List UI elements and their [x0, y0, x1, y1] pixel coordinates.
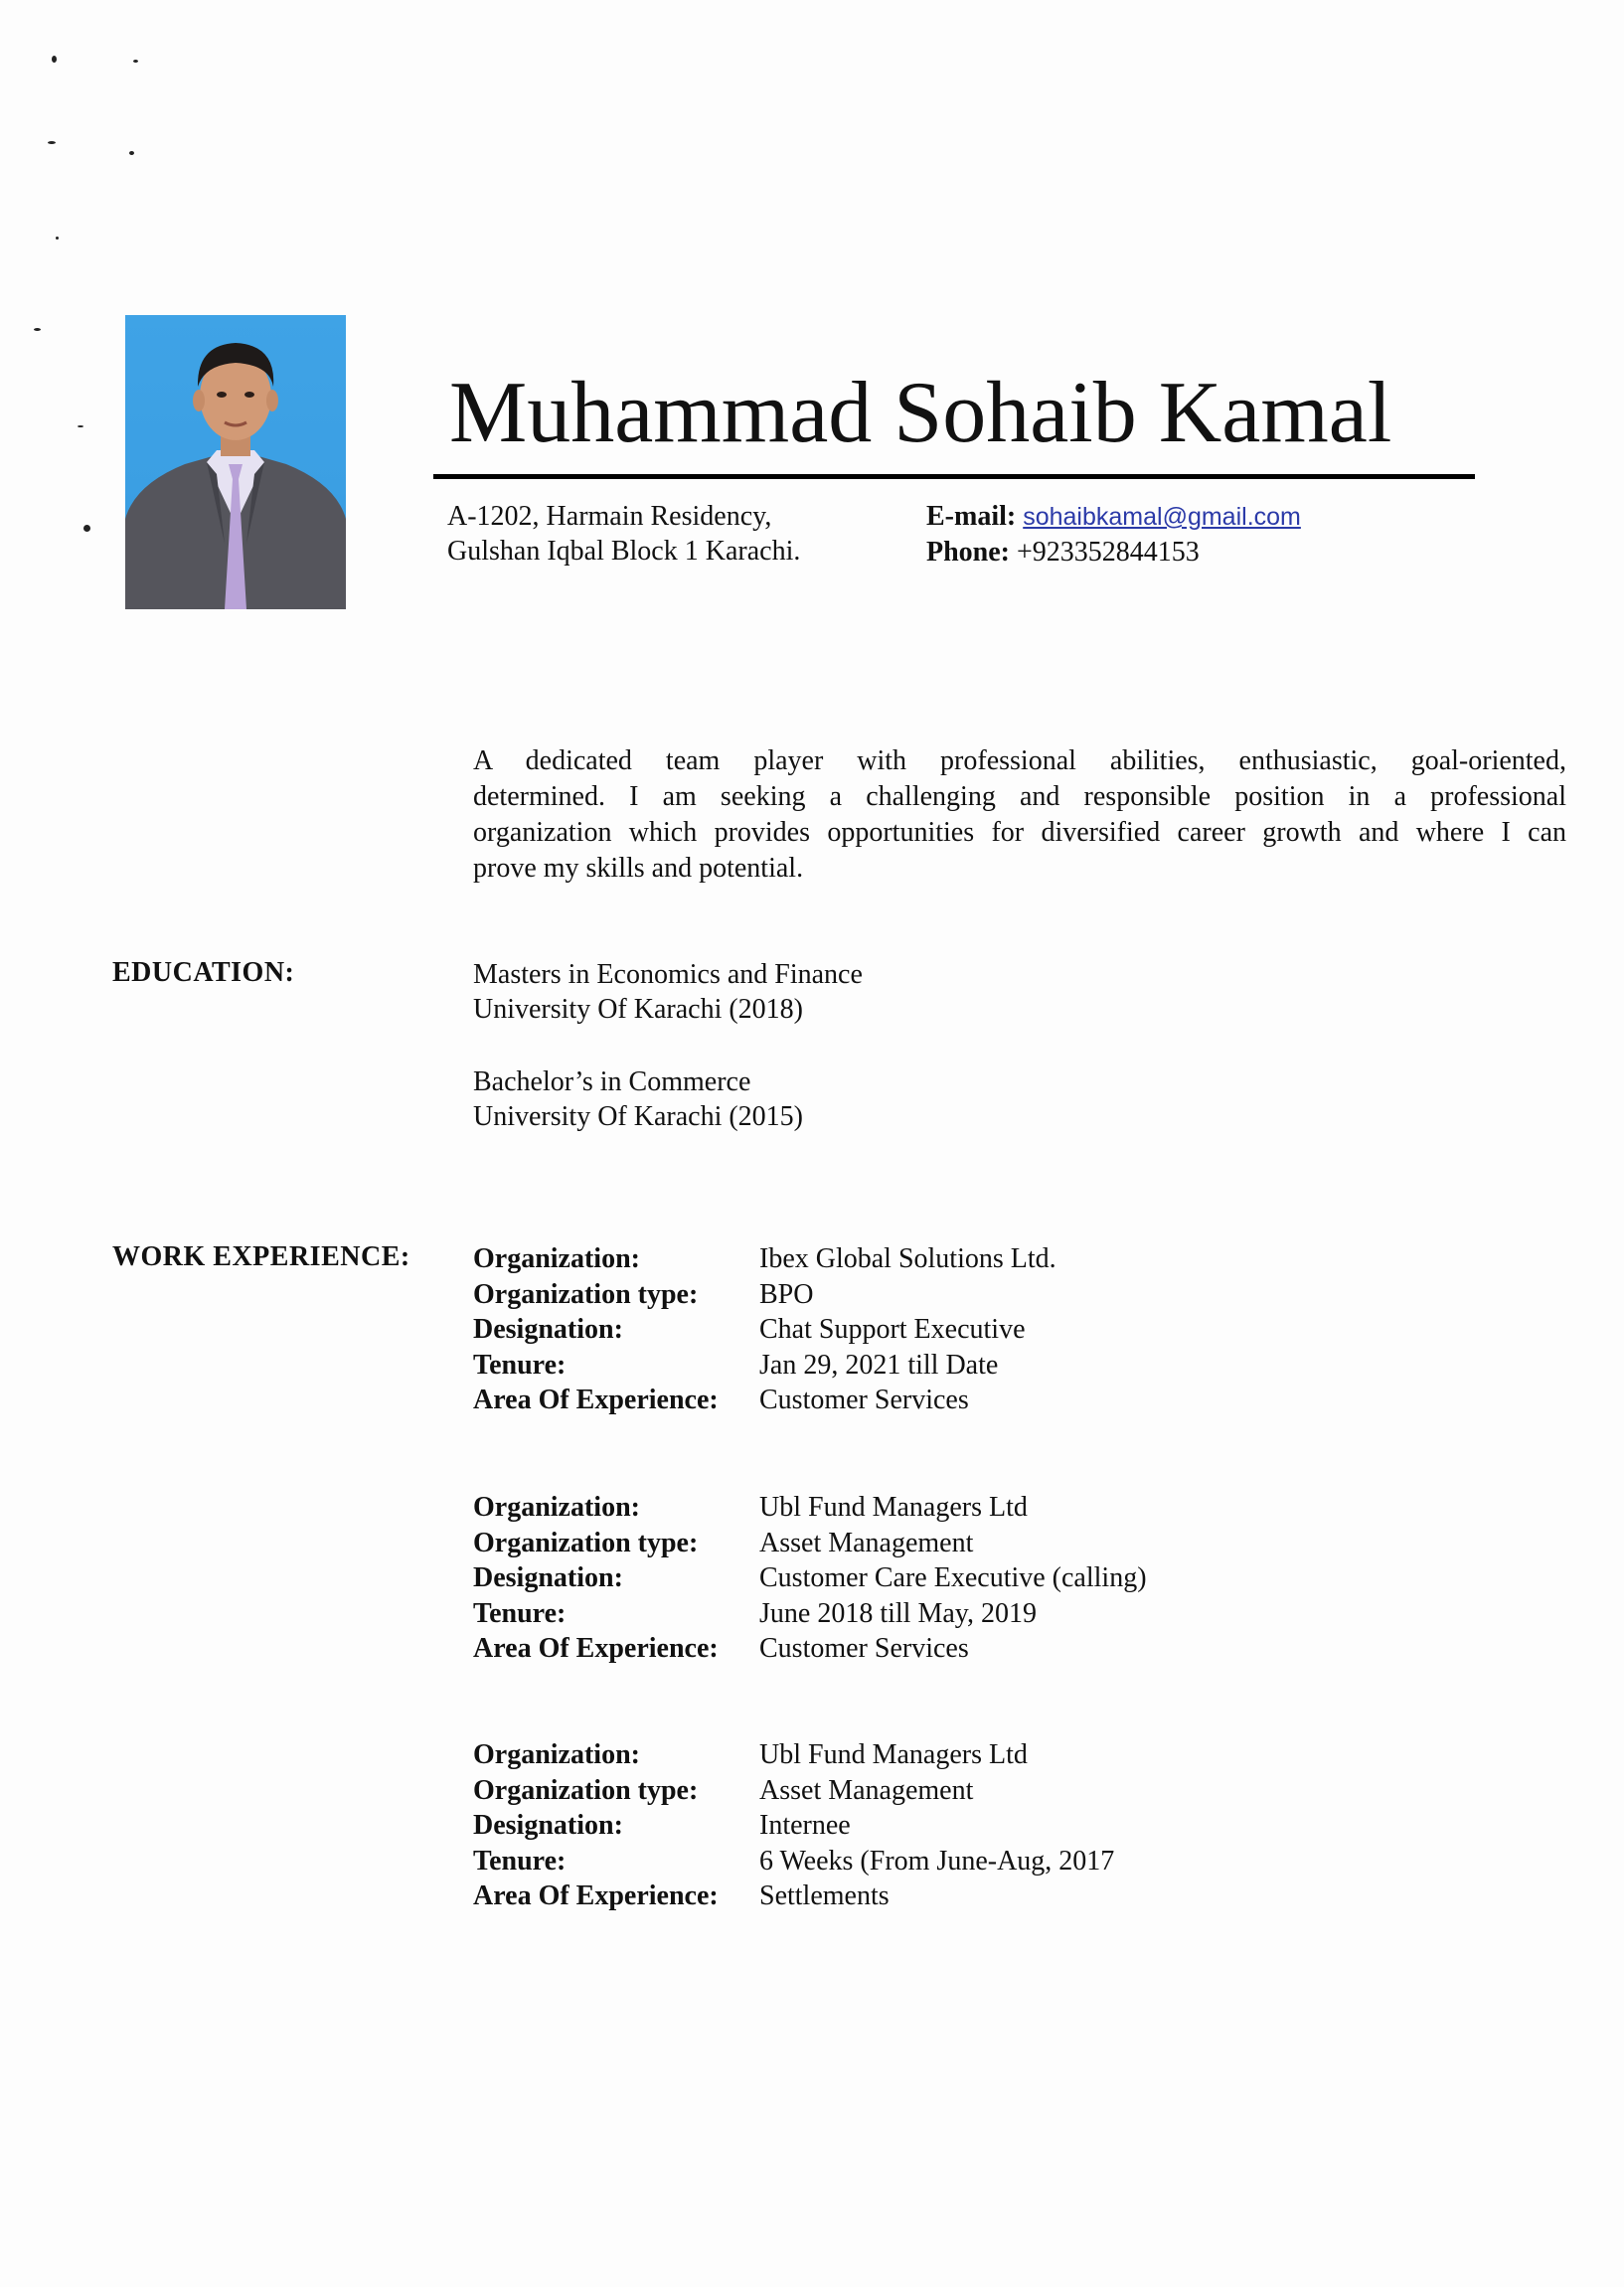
education-institution: University Of Karachi (2018)	[473, 994, 804, 1025]
education-degree: Masters in Economics and Finance	[473, 959, 863, 990]
address-block	[447, 499, 800, 569]
job-key: Organization type:	[473, 1527, 699, 1558]
job-key: Organization type:	[473, 1774, 699, 1806]
education-institution: University Of Karachi (2015)	[473, 1101, 804, 1132]
scan-speck	[48, 141, 56, 144]
job-key: Tenure:	[473, 1349, 567, 1381]
job-value: Ibex Global Solutions Ltd.	[759, 1243, 1056, 1274]
job-value: Jan 29, 2021 till Date	[759, 1349, 999, 1381]
email-link[interactable]: sohaibkamal@gmail.com	[1023, 503, 1301, 531]
job-row-organization-type	[473, 1277, 1056, 1313]
job-row-area	[473, 1383, 1056, 1418]
job-value: Ubl Fund Managers Ltd	[759, 1739, 1028, 1770]
job-row-organization	[473, 1490, 1147, 1526]
candidate-name: Muhammad Sohaib Kamal	[449, 365, 1392, 461]
job-key: Tenure:	[473, 1597, 567, 1629]
phone-row	[926, 535, 1301, 570]
objective-line: determined. I am seeking a challenging and responsible position in a professional	[473, 781, 1566, 812]
job-value: Ubl Fund Managers Ltd	[759, 1492, 1028, 1523]
education-heading: EDUCATION:	[112, 957, 295, 988]
job-value: Asset Management	[759, 1527, 974, 1558]
job-value: Customer Services	[759, 1385, 969, 1415]
job-row-organization-type	[473, 1526, 1147, 1561]
job-value: Customer Services	[759, 1633, 969, 1664]
job-key: Organization:	[473, 1243, 640, 1274]
job-key: Designation:	[473, 1562, 623, 1593]
job-row-area	[473, 1631, 1147, 1667]
job-row-designation	[473, 1808, 1114, 1844]
job-value: Settlements	[759, 1880, 890, 1911]
objective-paragraph	[473, 743, 1566, 887]
job-value: June 2018 till May, 2019	[759, 1597, 1037, 1629]
scan-speck	[129, 151, 134, 155]
job-row-organization	[473, 1737, 1114, 1773]
job-value: Customer Care Executive (calling)	[759, 1562, 1147, 1593]
job-key: Organization type:	[473, 1278, 699, 1310]
scan-speck	[34, 328, 41, 331]
job-row-area	[473, 1879, 1114, 1914]
job-row-designation	[473, 1560, 1147, 1596]
job-key: Area Of Experience:	[473, 1880, 719, 1911]
job-key: Organization:	[473, 1492, 640, 1523]
job-row-tenure	[473, 1596, 1147, 1632]
education-degree: Bachelor’s in Commerce	[473, 1066, 751, 1097]
education-entry	[473, 1064, 803, 1134]
job-row-tenure	[473, 1844, 1114, 1879]
scan-speck	[83, 525, 90, 532]
work-experience-heading: WORK EXPERIENCE:	[112, 1241, 410, 1272]
objective-line: A dedicated team player with professional abilities, enthusiastic, goal-oriented,	[473, 745, 1566, 776]
contact-block	[926, 499, 1301, 570]
job-value: 6 Weeks (From June-Aug, 2017	[759, 1845, 1115, 1877]
job-value: Asset Management	[759, 1774, 974, 1806]
address-line-1: A-1202, Harmain Residency,	[447, 501, 772, 532]
name-underline	[433, 474, 1475, 479]
job-key: Area Of Experience:	[473, 1385, 719, 1415]
profile-photo	[125, 315, 346, 609]
job-row-organization	[473, 1241, 1056, 1277]
profile-photo-illustration	[125, 315, 346, 609]
job-entry	[473, 1737, 1114, 1914]
email-row	[926, 499, 1301, 535]
job-value: Chat Support Executive	[759, 1314, 1026, 1345]
education-entry	[473, 957, 863, 1027]
job-key: Tenure:	[473, 1845, 567, 1877]
job-row-organization-type	[473, 1773, 1114, 1809]
job-entry	[473, 1490, 1147, 1667]
job-key: Organization:	[473, 1739, 640, 1770]
objective-line: prove my skills and potential.	[473, 853, 804, 884]
email-label: E-mail:	[926, 501, 1017, 532]
job-row-designation	[473, 1312, 1056, 1348]
job-entry	[473, 1241, 1056, 1418]
scan-speck	[52, 56, 57, 63]
job-key: Area Of Experience:	[473, 1633, 719, 1664]
address-line-2: Gulshan Iqbal Block 1 Karachi.	[447, 536, 801, 567]
job-value: Internee	[759, 1810, 851, 1841]
job-key: Designation:	[473, 1314, 623, 1345]
scan-speck	[78, 425, 83, 427]
phone-label: Phone:	[926, 537, 1010, 568]
phone-value: +923352844153	[1017, 537, 1200, 568]
scan-speck	[56, 237, 59, 240]
objective-line: organization which provides opportunities for diversified career growth and where I can	[473, 817, 1566, 848]
job-key: Designation:	[473, 1810, 623, 1841]
scan-speck	[133, 60, 138, 63]
job-value: BPO	[759, 1278, 814, 1310]
job-row-tenure	[473, 1348, 1056, 1384]
